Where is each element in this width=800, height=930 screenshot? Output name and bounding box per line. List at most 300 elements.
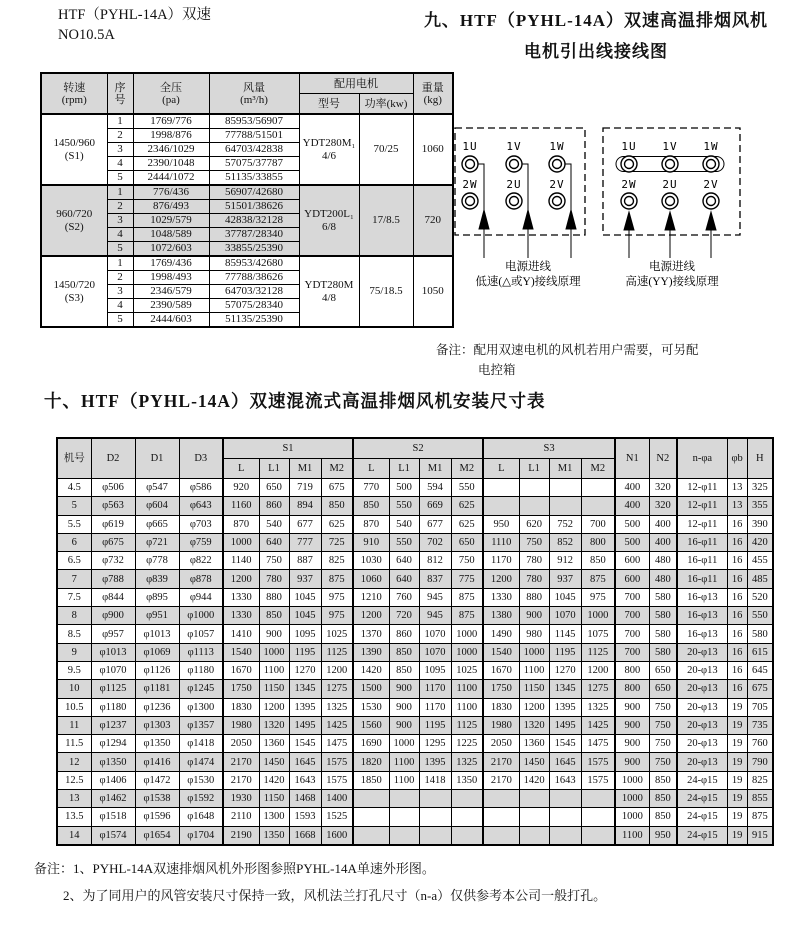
cell: 500 <box>389 479 419 497</box>
cell: 790 <box>747 753 773 771</box>
cell: φ788 <box>91 570 135 588</box>
cell: φ878 <box>179 570 223 588</box>
install-table-row <box>57 625 773 643</box>
cell: 1160 <box>223 497 259 515</box>
col-s3-l: L <box>483 459 519 479</box>
col-motor-power: 功率(kw) <box>359 94 413 115</box>
pressure-cell: 2346/579 <box>133 285 209 299</box>
cell: 1045 <box>289 588 321 606</box>
cell: 702 <box>419 533 451 551</box>
cell: 14 <box>57 826 91 845</box>
cell: 8.5 <box>57 625 91 643</box>
cell: 320 <box>649 497 677 515</box>
cell: φ1538 <box>135 790 179 808</box>
cell <box>519 826 549 845</box>
install-table-row <box>57 497 773 515</box>
cell: 752 <box>549 515 581 533</box>
cell: 1325 <box>321 698 353 716</box>
cell: 812 <box>419 552 451 570</box>
cell: 837 <box>419 570 451 588</box>
col-s1-l1: L1 <box>259 459 289 479</box>
cell: 1000 <box>615 771 649 789</box>
cell: 2170 <box>483 771 519 789</box>
low-speed-caption <box>475 259 581 288</box>
airflow-cell: 64703/42838 <box>209 143 299 157</box>
install-table-row <box>57 771 773 789</box>
cell: 1000 <box>451 625 483 643</box>
cell: 1200 <box>519 698 549 716</box>
cell: φ944 <box>179 588 223 606</box>
index-cell: 2 <box>107 200 133 214</box>
cell: 937 <box>549 570 581 588</box>
terminal-label: 2U <box>506 178 522 191</box>
cell <box>451 826 483 845</box>
cell: 1475 <box>581 735 615 753</box>
cell: 2050 <box>223 735 259 753</box>
section9-title-line1: 九、HTF（PYHL-14A）双速高温排烟风机 <box>423 11 769 30</box>
cell: 1468 <box>289 790 321 808</box>
cell: φ675 <box>91 533 135 551</box>
col-group-s2: S2 <box>353 438 483 459</box>
svg-text:电源进线: 电源进线 <box>649 261 695 273</box>
cell: 1530 <box>353 698 389 716</box>
cell: 887 <box>289 552 321 570</box>
cell: 10.5 <box>57 698 91 716</box>
cell: 775 <box>451 570 483 588</box>
cell: 16 <box>727 515 747 533</box>
wiring-diagram <box>440 108 800 303</box>
cell: 600 <box>615 552 649 570</box>
cell: 900 <box>519 607 549 625</box>
cell: 480 <box>649 570 677 588</box>
cell: 1575 <box>581 753 615 771</box>
cell: 850 <box>581 552 615 570</box>
cell: 1593 <box>289 808 321 826</box>
cell: 1100 <box>615 826 649 845</box>
cell: 9.5 <box>57 661 91 679</box>
cell: 2110 <box>223 808 259 826</box>
cell <box>549 479 581 497</box>
cell: 1560 <box>353 716 389 734</box>
cell: 1475 <box>321 735 353 753</box>
cell: φ1592 <box>179 790 223 808</box>
cell: φ1070 <box>91 661 135 679</box>
col-s3-m2: M2 <box>581 459 615 479</box>
cell: 20-φ13 <box>677 680 727 698</box>
airflow-cell: 33855/25390 <box>209 242 299 257</box>
cell: 8 <box>57 607 91 625</box>
spec-table-row <box>41 185 453 200</box>
cell: 1125 <box>581 643 615 661</box>
cell: 1750 <box>483 680 519 698</box>
cell: φ1350 <box>91 753 135 771</box>
install-table-row <box>57 753 773 771</box>
install-table-row <box>57 643 773 661</box>
cell: 485 <box>747 570 773 588</box>
cell: 875 <box>451 588 483 606</box>
cell: 875 <box>321 570 353 588</box>
motor-power-cell: 70/25 <box>359 114 413 185</box>
col-d2: D2 <box>91 438 135 479</box>
airflow-cell: 56907/42680 <box>209 185 299 200</box>
pressure-cell: 1029/579 <box>133 214 209 228</box>
cell: φ703 <box>179 515 223 533</box>
cell: 13 <box>727 497 747 515</box>
cell: 1025 <box>321 625 353 643</box>
cell: 550 <box>389 497 419 515</box>
cell: 2170 <box>223 771 259 789</box>
cell: 1195 <box>549 643 581 661</box>
col-s3-m1: M1 <box>549 459 581 479</box>
cell: 1145 <box>549 625 581 643</box>
cell: 1645 <box>289 753 321 771</box>
cell: 1830 <box>223 698 259 716</box>
cell: 20-φ13 <box>677 753 727 771</box>
cell: 1395 <box>549 698 581 716</box>
cell: 16 <box>727 643 747 661</box>
terminal-label: 2V <box>549 178 565 191</box>
cell: 1525 <box>321 808 353 826</box>
speed-cell: 1450/720 (S3) <box>41 256 107 327</box>
spec-table-body <box>41 114 453 327</box>
index-cell: 1 <box>107 114 133 129</box>
col-s2-l1: L1 <box>389 459 419 479</box>
motor-model-cell: YDT200L₁ 6/8 <box>299 185 359 256</box>
cell: 16-φ11 <box>677 552 727 570</box>
cell <box>389 826 419 845</box>
cell: 700 <box>615 588 649 606</box>
cell: 920 <box>223 479 259 497</box>
cell <box>581 479 615 497</box>
cell: 1000 <box>581 607 615 625</box>
cell: 850 <box>389 661 419 679</box>
speed-cell: 1450/960 (S1) <box>41 114 107 185</box>
cell: 19 <box>727 698 747 716</box>
airflow-cell: 57075/37787 <box>209 157 299 171</box>
cell: 650 <box>649 680 677 698</box>
cell: φ1069 <box>135 643 179 661</box>
cell: 1545 <box>549 735 581 753</box>
cell: 24-φ15 <box>677 826 727 845</box>
cell: 24-φ15 <box>677 771 727 789</box>
cell: 912 <box>549 552 581 570</box>
cell: 850 <box>321 497 353 515</box>
terminal-label: 1U <box>621 140 637 153</box>
spec-table-row <box>41 256 453 271</box>
cell: 1045 <box>289 607 321 625</box>
cell: 1125 <box>321 643 353 661</box>
cell: 5.5 <box>57 515 91 533</box>
spec-header-row1 <box>41 73 453 94</box>
cell: φ895 <box>135 588 179 606</box>
motor-power-cell: 75/18.5 <box>359 256 413 327</box>
cell: 750 <box>451 552 483 570</box>
cell: φ1648 <box>179 808 223 826</box>
cell: 780 <box>519 570 549 588</box>
cell: 1600 <box>321 826 353 845</box>
cell: φ1518 <box>91 808 135 826</box>
cell: 900 <box>259 625 289 643</box>
cell: 520 <box>747 588 773 606</box>
low-speed-feed-arrows <box>479 210 576 258</box>
install-header-row1 <box>57 438 773 459</box>
col-d3: D3 <box>179 438 223 479</box>
index-cell: 4 <box>107 228 133 242</box>
cell: 1668 <box>289 826 321 845</box>
cell: 894 <box>289 497 321 515</box>
cell: 16-φ11 <box>677 570 727 588</box>
cell: 1070 <box>549 607 581 625</box>
cell: φ951 <box>135 607 179 625</box>
cell: 1030 <box>353 552 389 570</box>
cell <box>519 497 549 515</box>
cell: 19 <box>727 808 747 826</box>
cell: 1495 <box>549 716 581 734</box>
cell <box>483 826 519 845</box>
cell: 850 <box>649 771 677 789</box>
cell: 1425 <box>321 716 353 734</box>
bottom-note-line2: 2、为了同用户的风管安装尺寸保持一致，风机法兰打孔尺寸（n-a）仅供参考本公司一般打孔。 <box>63 887 607 903</box>
cell: 19 <box>727 771 747 789</box>
cell: 1060 <box>353 570 389 588</box>
cell: 16-φ13 <box>677 607 727 625</box>
col-group-s3: S3 <box>483 438 615 459</box>
cell: φ604 <box>135 497 179 515</box>
cell: 1370 <box>353 625 389 643</box>
cell: 1345 <box>549 680 581 698</box>
cell: 11 <box>57 716 91 734</box>
cell: 945 <box>419 607 451 625</box>
cell: φ563 <box>91 497 135 515</box>
cell: 9 <box>57 643 91 661</box>
col-n1: N1 <box>615 438 649 479</box>
cell: 580 <box>747 625 773 643</box>
cell: φ1704 <box>179 826 223 845</box>
cell: 1150 <box>519 680 549 698</box>
cell: 16 <box>727 607 747 625</box>
cell: 720 <box>389 607 419 625</box>
cell: 650 <box>649 661 677 679</box>
cell: 1330 <box>483 588 519 606</box>
cell: 13 <box>57 790 91 808</box>
install-table <box>56 437 774 846</box>
cell: 1575 <box>321 753 353 771</box>
cell: 1645 <box>549 753 581 771</box>
cell: 16-φ13 <box>677 625 727 643</box>
cell: 355 <box>747 497 773 515</box>
cell: 800 <box>581 533 615 551</box>
cell: 860 <box>389 625 419 643</box>
cell: 1395 <box>419 753 451 771</box>
cell: 550 <box>747 607 773 625</box>
cell <box>519 808 549 826</box>
cell: 700 <box>615 625 649 643</box>
cell: 600 <box>615 570 649 588</box>
cell: 1575 <box>321 771 353 789</box>
cell: 1350 <box>451 771 483 789</box>
cell: 1850 <box>353 771 389 789</box>
cell: φ1350 <box>135 735 179 753</box>
cell: 1070 <box>419 643 451 661</box>
cell: 2190 <box>223 826 259 845</box>
speed-cell: 960/720 (S2) <box>41 185 107 256</box>
cell: 1100 <box>389 753 419 771</box>
cell: φ665 <box>135 515 179 533</box>
cell: 1395 <box>289 698 321 716</box>
airflow-cell: 57075/28340 <box>209 299 299 313</box>
cell <box>581 497 615 515</box>
cell <box>519 790 549 808</box>
motor-model-cell: YDT280M 4/8 <box>299 256 359 327</box>
section9-title-line2: 电机引出线接线图 <box>524 41 668 61</box>
install-table-body <box>57 479 773 845</box>
cell <box>581 808 615 826</box>
cell: 1400 <box>321 790 353 808</box>
index-cell: 2 <box>107 271 133 285</box>
cell: 500 <box>615 533 649 551</box>
index-cell: 4 <box>107 299 133 313</box>
cell: 700 <box>581 515 615 533</box>
cell: φ1596 <box>135 808 179 826</box>
cell: 725 <box>321 533 353 551</box>
cell: 16 <box>727 570 747 588</box>
cell: φ1181 <box>135 680 179 698</box>
cell: 800 <box>615 661 649 679</box>
cell: 13.5 <box>57 808 91 826</box>
cell: 11.5 <box>57 735 91 753</box>
cell: 900 <box>615 698 649 716</box>
cell: 1095 <box>419 661 451 679</box>
cell: 1275 <box>581 680 615 698</box>
cell: φ1057 <box>179 625 223 643</box>
cell: 1000 <box>615 808 649 826</box>
cell: 875 <box>581 570 615 588</box>
cell: φ1237 <box>91 716 135 734</box>
cell: 640 <box>389 552 419 570</box>
cell: 12 <box>57 753 91 771</box>
install-table-row <box>57 570 773 588</box>
cell: 750 <box>649 753 677 771</box>
cell: 1045 <box>549 588 581 606</box>
cell: 1320 <box>259 716 289 734</box>
cell <box>519 479 549 497</box>
svg-text:电源进线: 电源进线 <box>505 261 551 273</box>
cell <box>353 826 389 845</box>
cell: φ1530 <box>179 771 223 789</box>
cell <box>353 790 389 808</box>
cell: 1170 <box>483 552 519 570</box>
cell: φ844 <box>91 588 135 606</box>
cell: 1000 <box>451 643 483 661</box>
cell: 540 <box>389 515 419 533</box>
cell: φ900 <box>91 607 135 625</box>
cell: 7.5 <box>57 588 91 606</box>
cell: 1000 <box>223 533 259 551</box>
cell: 975 <box>321 607 353 625</box>
cell: 950 <box>483 515 519 533</box>
cell: 320 <box>649 479 677 497</box>
cell: 937 <box>289 570 321 588</box>
terminal-label: 2W <box>462 178 478 191</box>
cell: 825 <box>321 552 353 570</box>
cell: 2170 <box>223 753 259 771</box>
cell: 1390 <box>353 643 389 661</box>
cell: 1000 <box>259 643 289 661</box>
cell: 750 <box>259 552 289 570</box>
cell: 645 <box>747 661 773 679</box>
cell: 1350 <box>259 826 289 845</box>
cell: 850 <box>389 643 419 661</box>
cell: 1195 <box>419 716 451 734</box>
cell: 1200 <box>353 607 389 625</box>
cell: 975 <box>321 588 353 606</box>
airflow-cell: 77788/51501 <box>209 129 299 143</box>
cell: 1330 <box>223 607 259 625</box>
cell <box>483 808 519 826</box>
cell: 870 <box>223 515 259 533</box>
index-cell: 4 <box>107 157 133 171</box>
index-cell: 3 <box>107 285 133 299</box>
cell: 625 <box>321 515 353 533</box>
cell: 750 <box>649 716 677 734</box>
cell: 1140 <box>223 552 259 570</box>
cell: φ586 <box>179 479 223 497</box>
terminal-label: 2U <box>662 178 678 191</box>
cell: 1150 <box>259 790 289 808</box>
cell: 760 <box>389 588 419 606</box>
cell: 12-φ11 <box>677 515 727 533</box>
section9-title <box>400 6 792 67</box>
cell: 1380 <box>483 607 519 625</box>
col-fan-size: 机号 <box>57 438 91 479</box>
cell: φ1245 <box>179 680 223 698</box>
cell: 1418 <box>419 771 451 789</box>
cell: 1670 <box>223 661 259 679</box>
spec-table <box>40 72 454 328</box>
cell: 1325 <box>451 753 483 771</box>
cell: 455 <box>747 552 773 570</box>
cell <box>549 808 581 826</box>
cell: 915 <box>747 826 773 845</box>
cell: 640 <box>259 533 289 551</box>
cell: φ1125 <box>91 680 135 698</box>
cell: φ1126 <box>135 661 179 679</box>
cell: 1100 <box>519 661 549 679</box>
motor-model-cell: YDT280M₁ 4/6 <box>299 114 359 185</box>
cell: 580 <box>649 643 677 661</box>
index-cell: 1 <box>107 185 133 200</box>
cell: φ839 <box>135 570 179 588</box>
cell: 1575 <box>581 771 615 789</box>
doc-header-left <box>58 6 211 45</box>
cell: 750 <box>649 735 677 753</box>
cell: 1210 <box>353 588 389 606</box>
install-table-row <box>57 552 773 570</box>
cell <box>581 826 615 845</box>
col-speed: 转速 (rpm) <box>41 73 107 114</box>
cell: 1540 <box>223 643 259 661</box>
cell: 1100 <box>451 680 483 698</box>
cell: 325 <box>747 479 773 497</box>
pressure-cell: 2390/1048 <box>133 157 209 171</box>
cell: 1420 <box>519 771 549 789</box>
install-table-row <box>57 680 773 698</box>
pressure-cell: 2444/1072 <box>133 171 209 186</box>
cell <box>549 790 581 808</box>
cell: 875 <box>451 607 483 625</box>
svg-text:低速(△或Y)接线原理: 低速(△或Y)接线原理 <box>475 276 581 288</box>
cell: 780 <box>259 570 289 588</box>
